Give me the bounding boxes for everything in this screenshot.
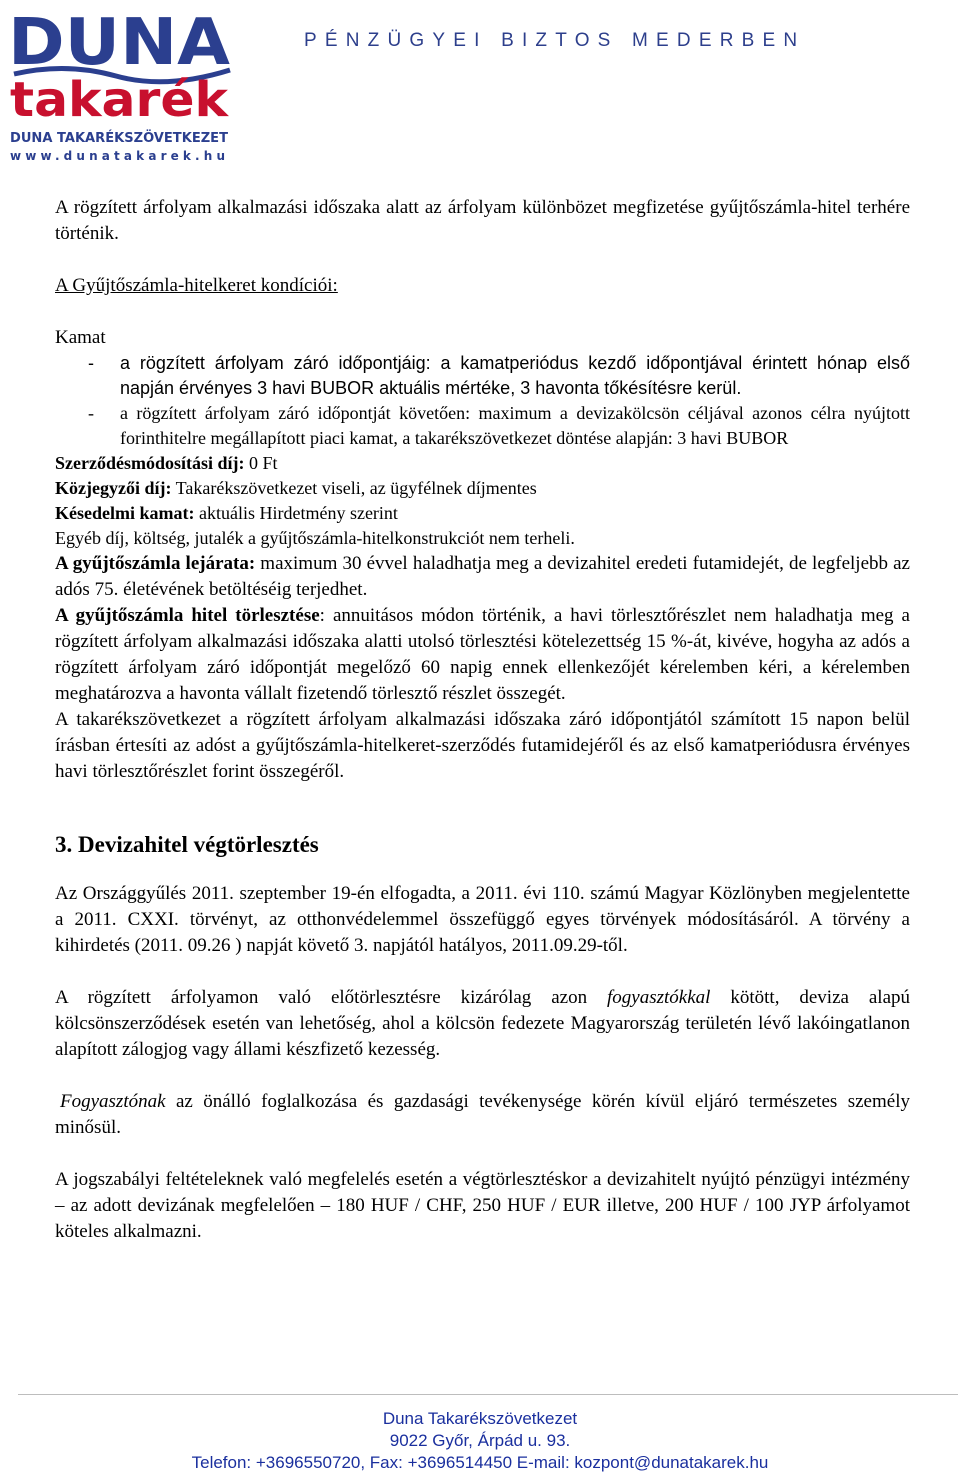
- logo-url: www.dunatakarek.hu: [10, 149, 228, 163]
- consumer-term: Fogyasztónak: [60, 1091, 166, 1112]
- logo-org-name: DUNA TAKARÉKSZÖVETKEZET: [10, 130, 236, 146]
- footer-address: 9022 Győr, Árpád u. 93.: [389, 1431, 571, 1450]
- fee-modification-label: Szerződésmódosítási díj:: [55, 453, 245, 473]
- maturity-value: maximum 30 évvel haladhatja meg a devizahitel eredeti futamidejét, de legfeljebb az adós 75. életévének betöltéséig terjedhet.: [55, 553, 910, 600]
- law-paragraph: Az Országgyűlés 2011. szeptember 19-én elfogadta, a 2011. évi 110. számú Magyar Közlönyben megjelentette a 2011. CXXI. törvényt, az otthonvédelemmel összefüggő egyes törvények módosításáról. A törvény a kihirdetés (2011. 09.26 ) napját követő 3. napjától hatályos, 2011.09.29-től.: [55, 883, 910, 956]
- final-rate-paragraph: A jogszabályi feltételeknek való megfelelés esetén a végtörlesztéskor a devizahitelt nyújtó pénzügyi intézmény – az adott devizának megfelelően – 180 HUF / CHF, 250 HUF / EUR illetve, 200 HUF / 100 JYP árfolyamot köteles alkalmazni.: [55, 1169, 910, 1242]
- paragraph-exchange-difference: A rögzített árfolyam alkalmazási időszaka alatt az árfolyam különbözet megfizetése gyűjtőszámla-hitel terhére történik.: [55, 197, 910, 244]
- kamat-label: Kamat: [55, 327, 106, 348]
- prepayment-emphasis: fogyasztókkal: [607, 987, 711, 1008]
- prepayment-paragraph: [55, 985, 910, 1063]
- notary-fee-line: [55, 476, 910, 501]
- maturity-paragraph: [55, 551, 910, 603]
- list-item: [55, 351, 910, 401]
- footer-company-name: Duna Takarékszövetkezet: [382, 1409, 578, 1428]
- notice-paragraph: A takarékszövetkezet a rögzített árfolyam alkalmazási időszaka záró időpontjától számított 15 napon belül írásban értesíti az adóst a gyűjtőszámla-hitelkeret-szerződés futamidejéről és az első kamatperiódusra érvényes havi törlesztőrészlet forint összegéről.: [55, 709, 910, 782]
- repayment-paragraph: [55, 603, 910, 707]
- dash-bullet: -: [88, 353, 94, 373]
- conditions-heading: A Gyűjtőszámla-hitelkeret kondíciói:: [55, 275, 338, 296]
- interest-item-2: a rögzített árfolyam záró időpontját követően: maximum a devizakölcsön céljával azonos célra nyújtott forinthitelre megállapított piaci kamat, a takarékszövetkezet döntése alapján: 3 havi BUBOR: [120, 403, 910, 448]
- late-interest-line: [55, 501, 910, 526]
- section-3-title: 3. Devizahitel végtörlesztés: [55, 832, 319, 857]
- late-interest-value: aktuális Hirdetmény szerint: [194, 503, 398, 523]
- fee-modification-line: [55, 451, 910, 476]
- consumer-definition-paragraph: [55, 1089, 910, 1141]
- duna-takarek-logo: [6, 4, 236, 164]
- footer-contact: Telefon: +3696550720, Fax: +3696514450 E-mail: kozpont@dunatakarek.hu: [191, 1453, 769, 1472]
- dash-bullet: -: [88, 403, 94, 423]
- footer-divider: [18, 1394, 958, 1395]
- consumer-definition: az önálló foglalkozása és gazdasági tevékenysége körén kívül eljáró természetes személy minősül.: [55, 1091, 910, 1138]
- maturity-label: A gyűjtőszámla lejárata:: [55, 553, 256, 574]
- notary-fee-value: Takarékszövetkezet viseli, az ügyfélnek díjmentes: [171, 478, 537, 498]
- document-body: [55, 195, 910, 1245]
- repayment-value: : annuitásos módon történik, a havi törlesztőrészlet nem haladhatja meg a rögzített árfolyam alkalmazási időszaka alatti utolsó törlesztési kötelezettség 15 %-át, kivéve, hogyha az adós a rögzített árfolyam záró időpontját megelőző 60 napig ennek ellenkezőjét kérelemben kéri, a kérelemben meghatározva a havonta vállalt fizetendő törlesztő részlet összegét.: [55, 605, 910, 704]
- repayment-label: A gyűjtőszámla hitel törlesztése: [55, 605, 320, 626]
- footer: [0, 1408, 960, 1474]
- logo-word-takarek: takarék: [10, 72, 230, 128]
- logo-word-duna: DUNA: [8, 6, 231, 80]
- list-item: [55, 401, 910, 451]
- notary-fee-label: Közjegyzői díj:: [55, 478, 172, 498]
- prepayment-text-b: kötött, deviza alapú kölcsönszerződések esetén van lehetőség, ahol a kölcsön fedezete Magyarország területén lévő lakóingatlanon alapított zálogjog vagy állami készfizető kezesség.: [55, 987, 911, 1060]
- interest-item-1: a rögzített árfolyam záró időpontjáig: a kamatperiódus kezdő időpontjával érintett hónap első napján érvényes 3 havi BUBOR aktuális mértéke, 3 havonta tőkésítésre kerül.: [120, 353, 910, 398]
- fee-modification-value: 0 Ft: [244, 453, 278, 473]
- late-interest-label: Késedelmi kamat:: [55, 503, 195, 523]
- header-slogan: PÉNZÜGYEI BIZTOS MEDERBEN: [304, 30, 806, 51]
- other-fees-line: Egyéb díj, költség, jutalék a gyűjtőszámla-hitelkonstrukciót nem terheli.: [55, 528, 575, 548]
- prepayment-text-a: A rögzített árfolyamon való előtörlesztésre kizárólag azon: [55, 987, 607, 1008]
